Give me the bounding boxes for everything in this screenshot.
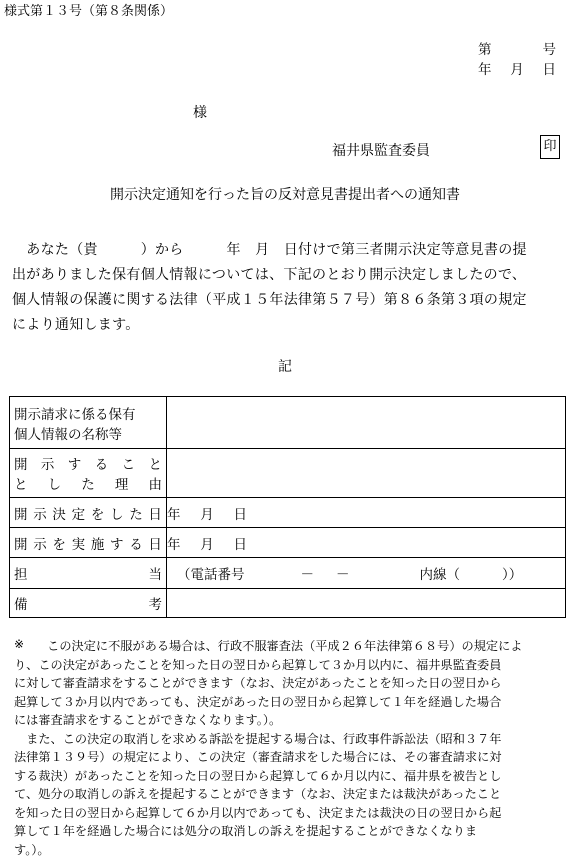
extension-label: 内線（ [420,563,461,583]
addressee-suffix: 様 [193,102,207,122]
value-decision-date: 年 月 日 [167,498,566,528]
note-line: 算して１年を経過した場合には処分の取消しの訴えを提起することができなくなりま [14,822,566,841]
label-disclosure-date: 開 示 を 実 施 す る 日 [10,528,167,558]
ki-heading: 記 [0,356,570,376]
table-row [10,589,566,618]
value-reason [167,449,566,498]
note-line: また、この決定の取消しを求める訴訟を提起する場合は、行政事件訴訟法（昭和３７年 [14,730,566,749]
value-remarks [167,589,566,618]
phone-dash: － [336,563,350,583]
details-table [9,396,566,618]
body-paragraph [12,238,570,338]
body-line: 個人情報の保護に関する法律（平成１５年法律第５７号）第８６条第３項の規定 [12,288,570,313]
label-reason: 開 示 す る こ と と し た 理 由 [10,449,167,498]
body-line: 出がありました保有個人情報については、下記のとおり開示決定しましたので、 [12,263,570,288]
seal-mark: 印 [540,135,560,159]
note-line: 起算して３か月以内であっても、決定があった日の翌日から起算して１年を経過した場合 [14,693,566,712]
number-suffix: 号 [543,38,557,58]
note-line: この決定に不服がある場合は、行政不服審査法（平成２６年法律第６８号）の規定によ [35,637,567,656]
label-info-name: 開示請求に係る保有 個人情報の名称等 [10,397,167,449]
sender-name: 福井県監査委員 [332,140,430,160]
document-title: 開示決定通知を行った旨の反対意見書提出者への通知書 [0,184,570,204]
note-line: を知った日の翌日から起算して６か月以内であっても、決定または裁決の日の翌日から起 [14,804,566,823]
note-line: り、この決定があったことを知った日の翌日から起算して３か月以内に、福井県監査委員 [14,656,566,675]
document-number [478,38,556,58]
number-prefix: 第 [478,38,492,58]
value-contact [167,558,566,589]
extension-close: ）） [502,563,522,583]
phone-label: （電話番号 [177,563,245,583]
table-row [10,449,566,498]
note-line: て、処分の取消しの訴えを提起することができます（なお、決定または裁決があったこと [14,785,566,804]
table-row [10,528,566,558]
phone-dash: － [301,563,315,583]
table-row [10,397,566,449]
value-info-name [167,397,566,449]
note-line: に対して審査請求をすることができます（なお、決定があったことを知った日の翌日から [14,674,566,693]
note-line: す。）。 [14,841,566,859]
notes-section [35,637,567,656]
date-month: 月 [510,58,524,78]
notes-section-cont [14,656,566,859]
note-mark: ※ [14,637,24,651]
value-disclosure-date: 年 月 日 [167,528,566,558]
table-row [10,558,566,589]
form-number: 様式第１３号（第８条関係） [4,0,173,19]
note-line: には審査請求をすることができなくなります。）。 [14,711,566,730]
note-line: する裁決）があったことを知った日の翌日から起算して６か月以内に、福井県を被告とし [14,767,566,786]
label-remarks: 備 考 [10,589,167,618]
issue-date [478,58,556,78]
date-day: 日 [543,58,557,78]
date-year: 年 [478,58,492,78]
label-contact: 担 当 [10,558,167,589]
body-line: あなた（貴 ）から 年 月 日付けで第三者開示決定等意見書の提 [12,238,570,263]
label-decision-date: 開 示 決 定 を し た 日 [10,498,167,528]
note-line: 法律第１３９号）の規定により、この決定（審査請求をした場合には、その審査請求に対 [14,748,566,767]
table-row [10,498,566,528]
body-line: により通知します。 [12,313,570,338]
